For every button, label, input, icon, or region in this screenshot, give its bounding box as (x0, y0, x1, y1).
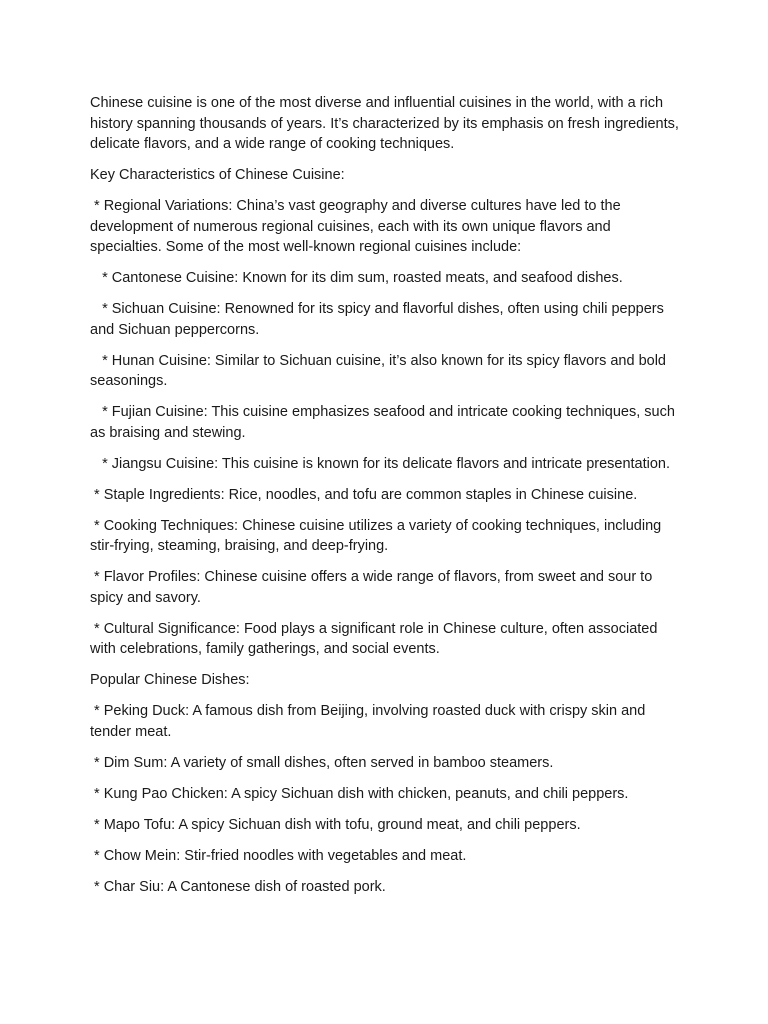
dish-item: * Chow Mein: Stir-fried noodles with vegetables and meat. (90, 847, 467, 864)
regional-cuisine-item: * Cantonese Cuisine: Known for its dim sum, roasted meats, and seafood dishes. (90, 270, 623, 286)
regional-cuisine-item: * Fujian Cuisine: This cuisine emphasizes seafood and intricate cooking techniques, such as braising and stewing. (90, 404, 679, 441)
characteristic-item: * Cooking Techniques: Chinese cuisine utilizes a variety of cooking techniques, including stir-frying, steaming, braising, and deep-frying. (90, 517, 666, 554)
dish-item: * Char Siu: A Cantonese dish of roasted pork. (90, 878, 386, 895)
intro-paragraph: Chinese cuisine is one of the most diverse and influential cuisines in the world, with a rich history spanning thousands of years. It’s characterized by its emphasis on fresh ingredients, delicate flavors, and a wide range of cooking techniques. (90, 95, 679, 152)
regional-variations-item: * Regional Variations: China’s vast geography and diverse cultures have led to the development of numerous regional cuisines, each with its own unique flavors and specialties. Some of the most well-known regional cuisines include: (90, 198, 625, 255)
dish-item: * Dim Sum: A variety of small dishes, often served in bamboo steamers. (90, 754, 554, 771)
dish-item: * Mapo Tofu: A spicy Sichuan dish with tofu, ground meat, and chili peppers. (90, 816, 581, 833)
characteristic-item: * Flavor Profiles: Chinese cuisine offers a wide range of flavors, from sweet and sour to spicy and savory. (90, 569, 657, 606)
document-page (90, 93, 680, 908)
dish-item: * Peking Duck: A famous dish from Beijing, involving roasted duck with crispy skin and tender meat. (90, 703, 650, 740)
regional-cuisine-item: * Hunan Cuisine: Similar to Sichuan cuisine, it’s also known for its spicy flavors and bold seasonings. (90, 352, 671, 389)
dishes-heading: Popular Chinese Dishes: (90, 672, 250, 688)
characteristic-item: * Cultural Significance: Food plays a significant role in Chinese culture, often associated with celebrations, family gatherings, and social events. (90, 620, 662, 657)
characteristics-heading: Key Characteristics of Chinese Cuisine: (90, 167, 345, 183)
regional-cuisine-item: * Jiangsu Cuisine: This cuisine is known for its delicate flavors and intricate presentation. (90, 455, 671, 472)
regional-cuisine-item: * Sichuan Cuisine: Renowned for its spicy and flavorful dishes, often using chili peppers and Sichuan peppercorns. (90, 301, 668, 338)
characteristic-item: * Staple Ingredients: Rice, noodles, and tofu are common staples in Chinese cuisine. (90, 486, 638, 503)
dish-item: * Kung Pao Chicken: A spicy Sichuan dish with chicken, peanuts, and chili peppers. (90, 785, 629, 802)
